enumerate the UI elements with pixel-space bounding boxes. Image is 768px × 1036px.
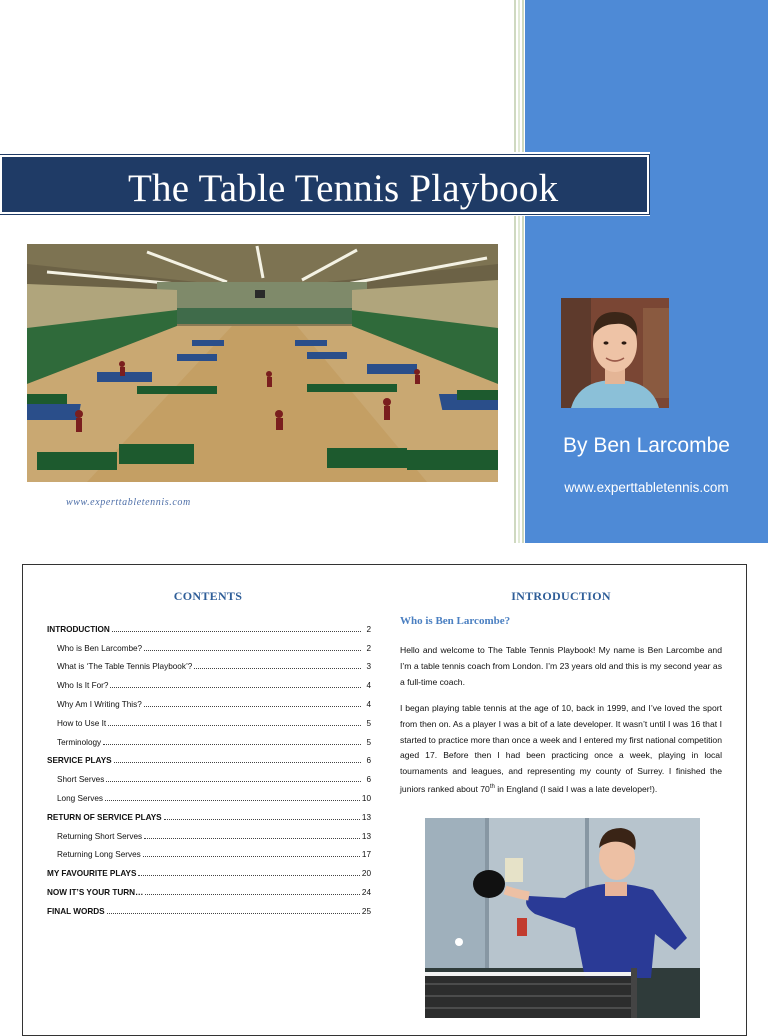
toc-dot-leader bbox=[108, 725, 361, 726]
toc-dot-leader bbox=[107, 913, 360, 914]
toc-entry-label: Returning Long Serves bbox=[57, 850, 141, 860]
toc-dot-leader bbox=[164, 819, 360, 820]
hall-photo-caption: www.experttabletennis.com bbox=[66, 497, 191, 508]
toc-page-number: 5 bbox=[366, 718, 371, 728]
toc-dot-leader bbox=[138, 875, 359, 876]
toc-page-number: 13 bbox=[361, 831, 371, 841]
toc-entry[interactable] bbox=[47, 709, 371, 728]
title-banner bbox=[0, 152, 650, 216]
toc-page-number: 20 bbox=[361, 869, 371, 879]
intro-paragraph-text: in England (I said I was a late developer!). bbox=[494, 783, 658, 794]
toc-entry-label: RETURN OF SERVICE PLAYS bbox=[47, 812, 162, 822]
toc-page-number: 25 bbox=[361, 906, 371, 916]
divider-line bbox=[522, 0, 524, 543]
toc-entry[interactable] bbox=[47, 765, 371, 784]
toc-dot-leader bbox=[103, 744, 361, 745]
toc-entry[interactable] bbox=[47, 671, 371, 690]
cover-side-panel bbox=[525, 0, 768, 543]
toc-page-number: 2 bbox=[366, 643, 371, 653]
toc-entry[interactable] bbox=[47, 784, 371, 803]
toc-dot-leader bbox=[112, 631, 361, 632]
toc-dot-leader bbox=[143, 856, 360, 857]
toc-entry-label: MY FAVOURITE PLAYS bbox=[47, 869, 137, 879]
toc-page-number: 13 bbox=[361, 812, 371, 822]
ordinal-suffix: th bbox=[489, 783, 495, 790]
toc-page-number: 17 bbox=[361, 850, 371, 860]
toc-entry-label: Who Is It For? bbox=[57, 681, 109, 691]
document-page bbox=[22, 564, 747, 1036]
toc-page-number: 6 bbox=[366, 775, 371, 785]
toc-dot-leader bbox=[144, 706, 361, 707]
toc-page-number: 4 bbox=[366, 699, 371, 709]
introduction-subheading: Who is Ben Larcombe? bbox=[400, 615, 511, 627]
divider-line bbox=[518, 0, 520, 543]
toc-entry-label: INTRODUCTION bbox=[47, 624, 110, 634]
toc-entry-label: Returning Short Serves bbox=[57, 831, 143, 841]
toc-page-number: 24 bbox=[361, 887, 371, 897]
toc-entry-label: Short Serves bbox=[57, 775, 105, 785]
player-forehand-photo bbox=[425, 818, 700, 1018]
toc-entry[interactable] bbox=[47, 841, 371, 860]
toc-entry[interactable] bbox=[47, 897, 371, 916]
author-portrait-photo bbox=[561, 298, 669, 408]
toc-page-number: 2 bbox=[366, 624, 371, 634]
author-name: By Ben Larcombe bbox=[563, 434, 730, 457]
contents-heading: CONTENTS bbox=[173, 589, 243, 603]
sports-hall-photo bbox=[27, 244, 498, 482]
toc-entry[interactable] bbox=[47, 615, 371, 634]
toc-entry[interactable] bbox=[47, 634, 371, 653]
intro-paragraph-text: I began playing table tennis at the age of 10, back in 1999, and I’ve loved the sport from then on. As a player I was a bit of a late developer. It wasn’t until I was 16 that I started to practice more than once a week and I entered my first national competition aged 17. Before then I had been practicing once a week, playing in local tournaments and leagues, and representing my county of Surrey. I finished the juniors ranked about 70 bbox=[400, 703, 722, 794]
toc-entry[interactable] bbox=[47, 803, 371, 822]
divider-line bbox=[514, 0, 516, 543]
toc-dot-leader bbox=[145, 894, 360, 895]
toc-entry-label: FINAL WORDS bbox=[47, 906, 105, 916]
toc-dot-leader bbox=[144, 838, 360, 839]
toc-dot-leader bbox=[114, 762, 361, 763]
toc-dot-leader bbox=[106, 781, 361, 782]
toc-entry-label: Long Serves bbox=[57, 793, 103, 803]
intro-paragraph bbox=[400, 701, 722, 798]
toc-entry[interactable] bbox=[47, 747, 371, 766]
toc-page-number: 10 bbox=[361, 793, 371, 803]
toc-entry[interactable] bbox=[47, 878, 371, 897]
toc-page-number: 3 bbox=[366, 662, 371, 672]
toc-entry[interactable] bbox=[47, 653, 371, 672]
table-of-contents bbox=[47, 615, 371, 916]
toc-dot-leader bbox=[110, 687, 361, 688]
toc-entry-label: How to Use It bbox=[57, 718, 107, 728]
intro-paragraph: Hello and welcome to The Table Tennis Playbook! My name is Ben Larcombe and I’m a table tennis coach from London. I’m 23 years old and this is my second year as a full-time coach. bbox=[400, 645, 722, 687]
toc-dot-leader bbox=[194, 668, 361, 669]
book-title: The Table Tennis Playbook bbox=[128, 167, 559, 210]
toc-entry-label: Who is Ben Larcombe? bbox=[57, 643, 143, 653]
introduction-heading: INTRODUCTION bbox=[511, 589, 611, 603]
toc-page-number: 6 bbox=[366, 756, 371, 766]
toc-entry-label: Terminology bbox=[57, 737, 102, 747]
toc-entry-label: NOW IT’S YOUR TURN… bbox=[47, 887, 144, 897]
toc-entry[interactable] bbox=[47, 859, 371, 878]
toc-page-number: 4 bbox=[366, 681, 371, 691]
toc-entry-label: SERVICE PLAYS bbox=[47, 756, 112, 766]
toc-entry[interactable] bbox=[47, 728, 371, 747]
toc-dot-leader bbox=[144, 650, 361, 651]
website-link[interactable]: www.experttabletennis.com bbox=[564, 480, 729, 495]
toc-entry[interactable] bbox=[47, 822, 371, 841]
toc-dot-leader bbox=[105, 800, 360, 801]
toc-entry-label: Why Am I Writing This? bbox=[57, 699, 142, 709]
toc-entry-label: What is ‘The Table Tennis Playbook’? bbox=[57, 662, 193, 672]
toc-entry[interactable] bbox=[47, 690, 371, 709]
title-banner-inner bbox=[0, 155, 649, 214]
toc-page-number: 5 bbox=[366, 737, 371, 747]
